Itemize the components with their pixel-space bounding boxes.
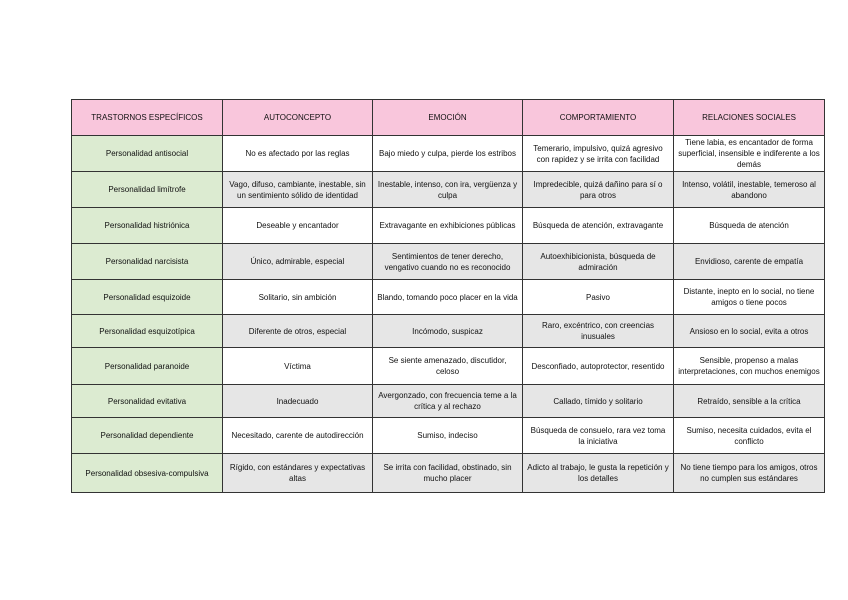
emocion-cell: Avergonzado, con frecuencia teme a la crítica y al rechazo: [373, 385, 523, 418]
autoconcepto-cell: Rígido, con estándares y expectativas altas: [223, 454, 373, 493]
header-relaciones-sociales: RELACIONES SOCIALES: [674, 100, 825, 136]
autoconcepto-cell: Solitario, sin ambición: [223, 280, 373, 315]
disorder-name-cell: Personalidad obsesiva-compulsiva: [72, 454, 223, 493]
autoconcepto-cell: Inadecuado: [223, 385, 373, 418]
comportamiento-cell: Búsqueda de consuelo, rara vez toma la iniciativa: [523, 418, 674, 454]
relaciones-sociales-cell: Sensible, propenso a malas interpretaciones, con muchos enemigos: [674, 348, 825, 385]
disorder-name-cell: Personalidad esquizoide: [72, 280, 223, 315]
emocion-cell: Sentimientos de tener derecho, vengativo cuando no es reconocido: [373, 244, 523, 280]
emocion-cell: Inestable, intenso, con ira, vergüenza y culpa: [373, 172, 523, 208]
personality-disorders-table: [71, 99, 825, 493]
table-row: [72, 244, 825, 280]
comportamiento-cell: Raro, excéntrico, con creencias inusuales: [523, 315, 674, 348]
emocion-cell: Se irrita con facilidad, obstinado, sin mucho placer: [373, 454, 523, 493]
comportamiento-cell: Pasivo: [523, 280, 674, 315]
table-header: [72, 100, 825, 136]
autoconcepto-cell: No es afectado por las reglas: [223, 136, 373, 172]
relaciones-sociales-cell: Tiene labia, es encantador de forma superficial, insensible e indiferente a los demás: [674, 136, 825, 172]
comportamiento-cell: Impredecible, quizá dañino para sí o para otros: [523, 172, 674, 208]
autoconcepto-cell: Diferente de otros, especial: [223, 315, 373, 348]
disorder-name-cell: Personalidad histriónica: [72, 208, 223, 244]
table-row: [72, 348, 825, 385]
relaciones-sociales-cell: No tiene tiempo para los amigos, otros no cumplen sus estándares: [674, 454, 825, 493]
header-row: [72, 100, 825, 136]
emocion-cell: Bajo miedo y culpa, pierde los estribos: [373, 136, 523, 172]
table-row: [72, 454, 825, 493]
header-autoconcepto: AUTOCONCEPTO: [223, 100, 373, 136]
autoconcepto-cell: Deseable y encantador: [223, 208, 373, 244]
relaciones-sociales-cell: Ansioso en lo social, evita a otros: [674, 315, 825, 348]
emocion-cell: Incómodo, suspicaz: [373, 315, 523, 348]
emocion-cell: Sumiso, indeciso: [373, 418, 523, 454]
comportamiento-cell: Callado, tímido y solitario: [523, 385, 674, 418]
table-row: [72, 136, 825, 172]
disorder-name-cell: Personalidad narcisista: [72, 244, 223, 280]
relaciones-sociales-cell: Búsqueda de atención: [674, 208, 825, 244]
relaciones-sociales-cell: Distante, inepto en lo social, no tiene amigos o tiene pocos: [674, 280, 825, 315]
relaciones-sociales-cell: Intenso, volátil, inestable, temeroso al abandono: [674, 172, 825, 208]
disorder-name-cell: Personalidad paranoide: [72, 348, 223, 385]
table-row: [72, 208, 825, 244]
disorder-name-cell: Personalidad esquizotípica: [72, 315, 223, 348]
comportamiento-cell: Adicto al trabajo, le gusta la repetición y los detalles: [523, 454, 674, 493]
emocion-cell: Se siente amenazado, discutidor, celoso: [373, 348, 523, 385]
emocion-cell: Extravagante en exhibiciones públicas: [373, 208, 523, 244]
header-trastornos: TRASTORNOS ESPECÍFICOS: [72, 100, 223, 136]
relaciones-sociales-cell: Sumiso, necesita cuidados, evita el conflicto: [674, 418, 825, 454]
table-row: [72, 315, 825, 348]
autoconcepto-cell: Vago, difuso, cambiante, inestable, sin un sentimiento sólido de identidad: [223, 172, 373, 208]
disorder-name-cell: Personalidad evitativa: [72, 385, 223, 418]
comportamiento-cell: Búsqueda de atención, extravagante: [523, 208, 674, 244]
autoconcepto-cell: Víctima: [223, 348, 373, 385]
table-row: [72, 385, 825, 418]
header-emocion: EMOCIÓN: [373, 100, 523, 136]
table-body: [72, 136, 825, 493]
table-row: [72, 418, 825, 454]
disorder-name-cell: Personalidad antisocial: [72, 136, 223, 172]
relaciones-sociales-cell: Envidioso, carente de empatía: [674, 244, 825, 280]
table-row: [72, 280, 825, 315]
comportamiento-cell: Desconfiado, autoprotector, resentido: [523, 348, 674, 385]
table-row: [72, 172, 825, 208]
disorder-name-cell: Personalidad dependiente: [72, 418, 223, 454]
disorder-name-cell: Personalidad limítrofe: [72, 172, 223, 208]
comportamiento-cell: Autoexhibicionista, búsqueda de admiración: [523, 244, 674, 280]
header-comportamiento: COMPORTAMIENTO: [523, 100, 674, 136]
relaciones-sociales-cell: Retraído, sensible a la crítica: [674, 385, 825, 418]
autoconcepto-cell: Único, admirable, especial: [223, 244, 373, 280]
emocion-cell: Blando, tomando poco placer en la vida: [373, 280, 523, 315]
autoconcepto-cell: Necesitado, carente de autodirección: [223, 418, 373, 454]
comportamiento-cell: Temerario, impulsivo, quizá agresivo con rapidez y se irrita con facilidad: [523, 136, 674, 172]
